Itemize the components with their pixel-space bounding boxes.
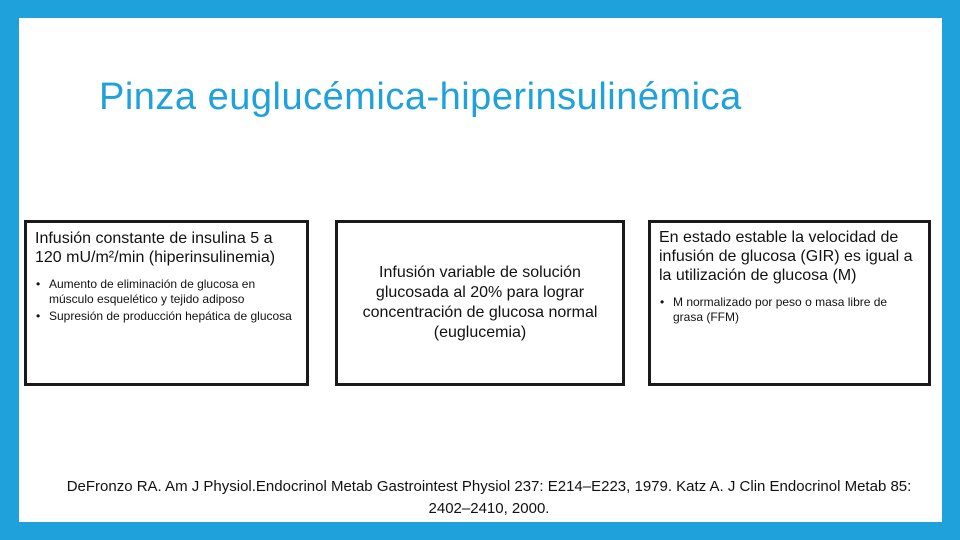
bullet-item: • Supresión de producción hepática de glucosa bbox=[49, 309, 298, 324]
bullet-item: • M normalizado por peso o masa libre de grasa (FFM) bbox=[673, 295, 920, 325]
box-main-text: En estado estable la velocidad de infusión de glucosa (GIR) es igual a la utilización de glucosa (M) bbox=[659, 229, 913, 284]
bullet-list bbox=[659, 295, 920, 325]
reference-citation: DeFronzo RA. Am J Physiol.Endocrinol Metab Gastrointest Physiol 237: E214–E223, 1979. Katz A. J Clin Endocrinol Metab 85: 2402–2410, 2000. bbox=[66, 478, 912, 517]
slide-title: Pinza euglucémica-hiperinsulinémica bbox=[99, 76, 742, 118]
bullet-list bbox=[35, 277, 298, 324]
text-box-insulin-infusion bbox=[24, 220, 309, 386]
bullet-item: • Aumento de eliminación de glucosa en músculo esquelético y tejido adiposo bbox=[49, 277, 298, 307]
text-box-steady-state bbox=[648, 220, 931, 386]
box-main-text: Infusión variable de solución glucosada al 20% para lograr concentración de glucosa normal (euglucemia) bbox=[362, 264, 598, 341]
box-main-text: Infusión constante de insulina 5 a 120 mU/m²/min (hiperinsulinemia) bbox=[35, 230, 276, 266]
slide bbox=[19, 18, 942, 522]
text-box-glucose-infusion bbox=[335, 220, 625, 386]
